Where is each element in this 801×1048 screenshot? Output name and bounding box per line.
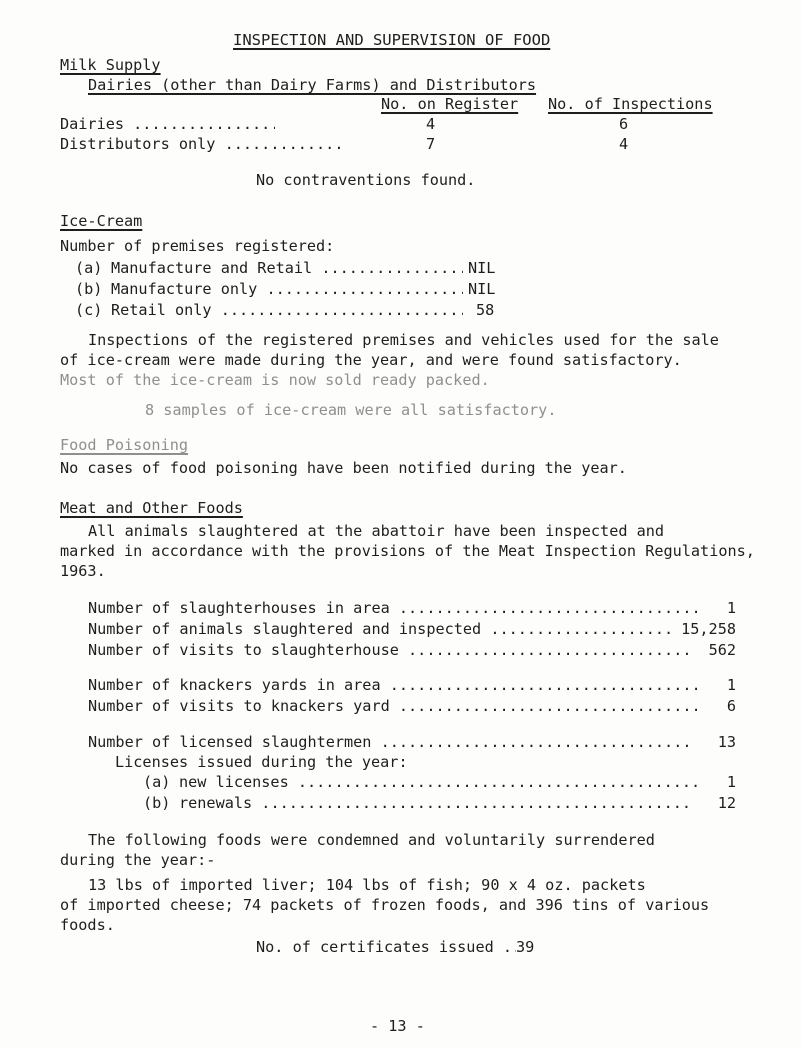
milk-heading: Milk Supply: [60, 56, 161, 74]
milk-row-register: 7: [426, 135, 436, 153]
page-number: - 13 -: [370, 1017, 425, 1035]
col-inspections-header: No. of Inspections: [548, 95, 713, 113]
stat-value: 15,258: [681, 620, 736, 638]
item-value: NIL: [468, 259, 496, 277]
milk-row-label: Dairies: [60, 115, 125, 133]
item-label: Manufacture and Retail: [111, 259, 313, 277]
meat-para-2: marked in accordance with the provisions of the Meat Inspection Regulations,: [60, 542, 755, 560]
licenses-heading: Licenses issued during the year:: [115, 753, 408, 771]
meat-heading: Meat and Other Foods: [60, 499, 243, 517]
license-value: 12: [717, 794, 736, 812]
item-value: NIL: [468, 280, 496, 298]
page-title: INSPECTION AND SUPERVISION OF FOOD: [233, 31, 551, 49]
condemned-para-4: of imported cheese; 74 packets of frozen foods, and 396 tins of various: [60, 896, 710, 914]
milk-note: No contraventions found.: [256, 171, 476, 189]
meat-para-1: All animals slaughtered at the abattoir have been inspected and: [88, 522, 665, 540]
ice-cream-samples: 8 samples of ice-cream were all satisfactory.: [145, 401, 557, 419]
ice-cream-para-2: of ice-cream were made during the year, and were found satisfactory.: [60, 351, 682, 369]
condemned-para-2: during the year:-: [60, 851, 216, 869]
item-label: Retail only: [111, 301, 212, 319]
certificates-label: No. of certificates issued: [256, 938, 494, 956]
condemned-para-1: The following foods were condemned and voluntarily surrendered: [88, 831, 655, 849]
item-mark: (b): [75, 280, 103, 298]
license-mark: (a): [143, 773, 171, 791]
ice-cream-intro: Number of premises registered:: [60, 237, 335, 255]
ice-cream-para-3: Most of the ice-cream is now sold ready packed.: [60, 371, 490, 389]
stat-label: Number of animals slaughtered and inspected: [88, 620, 482, 638]
ice-cream-heading: Ice-Cream: [60, 212, 143, 230]
license-label: new licenses: [179, 773, 289, 791]
certificates-value: 39: [516, 938, 535, 956]
stat-label: Number of visits to knackers yard: [88, 697, 390, 715]
ice-cream-para-1: Inspections of the registered premises and vehicles used for the sale: [88, 331, 719, 349]
stat-value: 6: [726, 697, 736, 715]
food-poisoning-text: No cases of food poisoning have been notified during the year.: [60, 459, 627, 477]
milk-row-inspections: 4: [619, 135, 629, 153]
item-label: Manufacture only: [111, 280, 258, 298]
item-mark: (a): [75, 259, 103, 277]
condemned-para-3: 13 lbs of imported liver; 104 lbs of fish; 90 x 4 oz. packets: [88, 876, 646, 894]
stat-value: 1: [726, 676, 736, 694]
meat-para-3: 1963.: [60, 562, 106, 580]
stat-label: Number of visits to slaughterhouse: [88, 641, 399, 659]
license-mark: (b): [143, 794, 171, 812]
license-value: 1: [726, 773, 736, 791]
stat-label: Number of licensed slaughtermen: [88, 733, 372, 751]
stat-value: 562: [708, 641, 736, 659]
milk-row-inspections: 6: [619, 115, 629, 133]
stat-label: Number of slaughterhouses in area: [88, 599, 390, 617]
stat-label: Number of knackers yards in area: [88, 676, 381, 694]
condemned-para-5: foods.: [60, 916, 115, 934]
item-value: 58: [476, 301, 495, 319]
milk-subheading: Dairies (other than Dairy Farms) and Distributors: [88, 76, 537, 94]
col-register-header: No. on Register: [381, 95, 519, 113]
stat-value: 13: [717, 733, 736, 751]
milk-row-register: 4: [426, 115, 436, 133]
item-mark: (c): [75, 301, 103, 319]
milk-row-label: Distributors only: [60, 135, 216, 153]
stat-value: 1: [726, 599, 736, 617]
license-label: renewals: [179, 794, 253, 812]
food-poisoning-heading: Food Poisoning: [60, 436, 189, 454]
